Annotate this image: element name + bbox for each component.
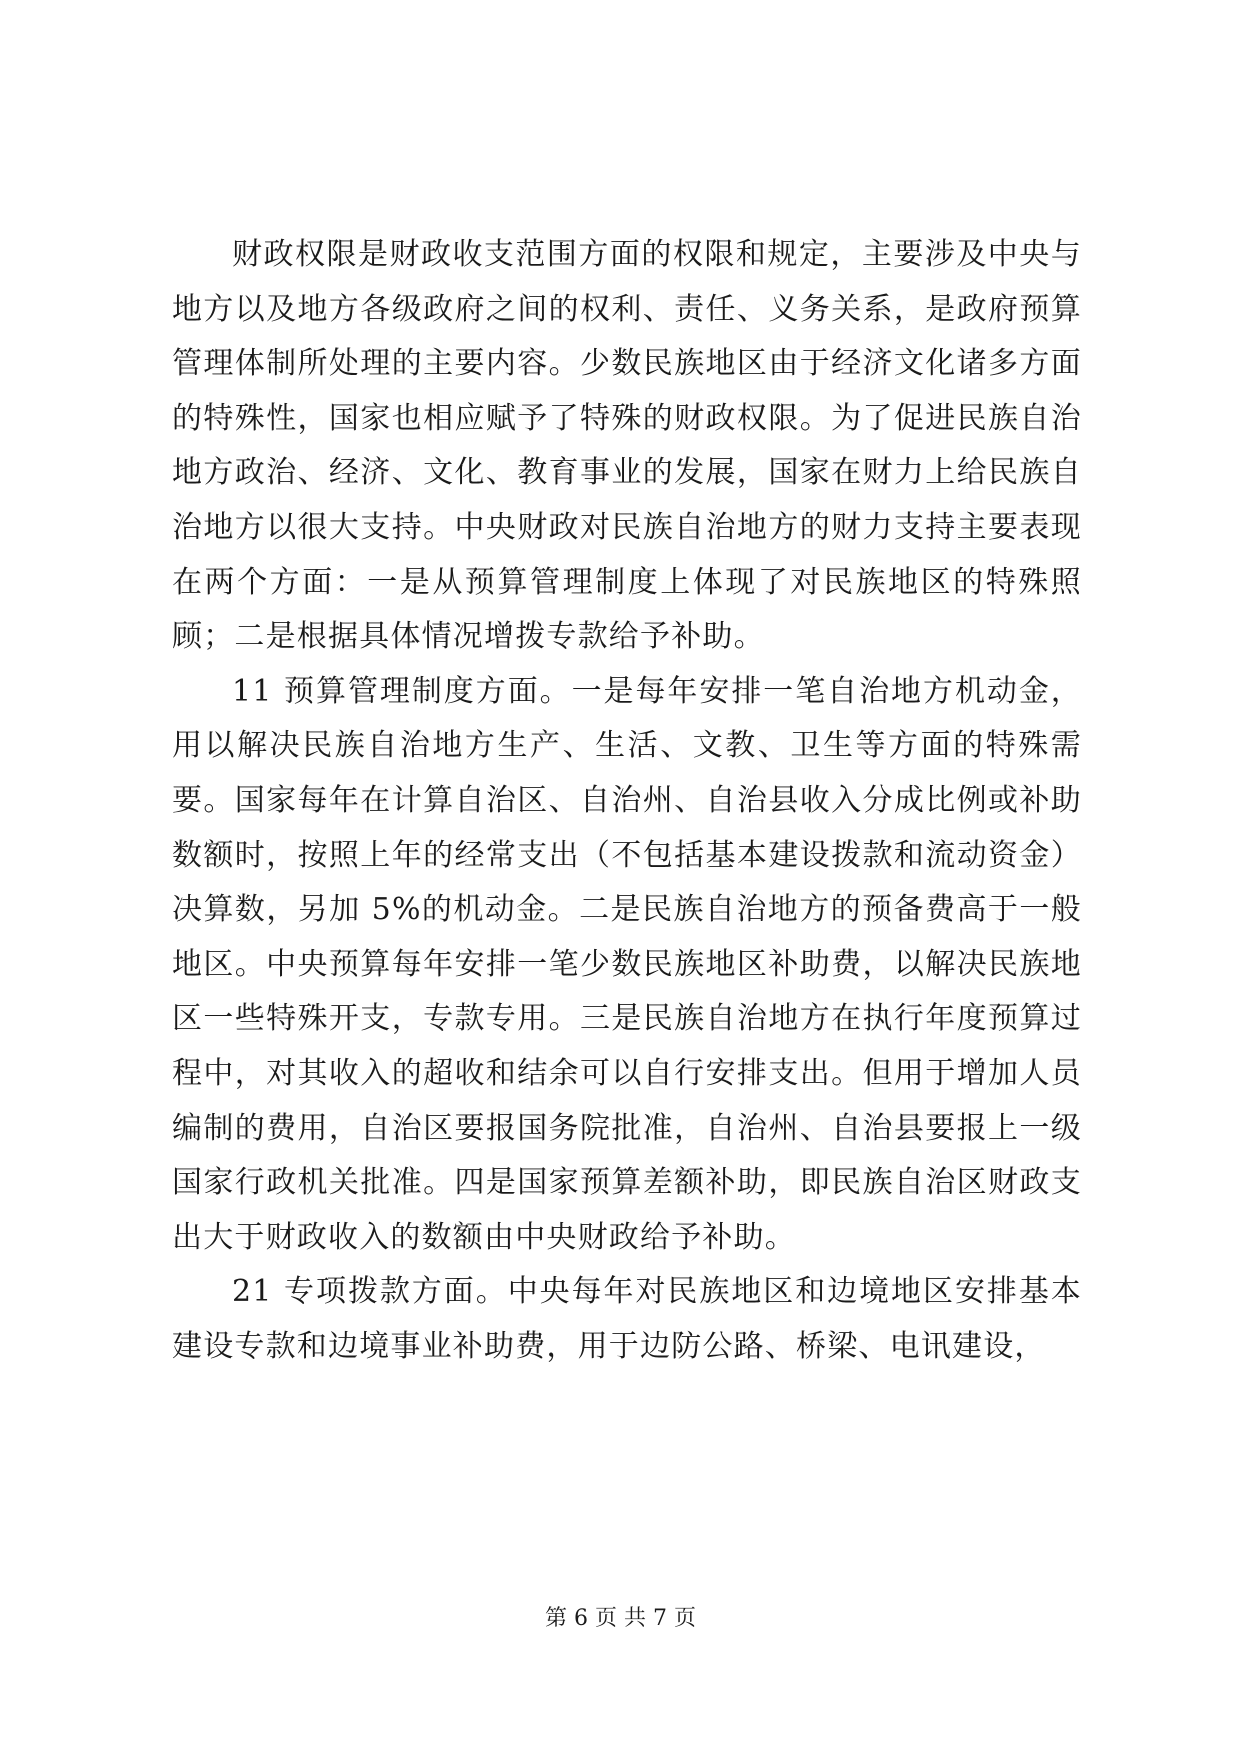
- paragraph-special-allocation: 21 专项拨款方面。中央每年对民族地区和边境地区安排基本建设专款和边境事业补助费，用于边防公路、桥梁、电讯建设，: [172, 1274, 1082, 1364]
- page-number-footer: 第 6 页 共 7 页: [545, 1606, 696, 1631]
- paragraph-fiscal-authority: 财政权限是财政收支范围方面的权限和规定，主要涉及中央与地方以及地方各级政府之间的权利、责任、义务关系，是政府预算管理体制所处理的主要内容。少数民族地区由于经济文化诸多方面的特殊性，国家也相应赋予了特殊的财政权限。为了促进民族自治地方政治、经济、文化、教育事业的发展，国家在财力上给民族自治地方以很大支持。中央财政对民族自治地方的财力支持主要表现在两个方面：一是从预算管理制度上体现了对民族地区的特殊照顾；二是根据具体情况增拨专款给予补助。: [172, 237, 1082, 655]
- body-text: [172, 228, 1082, 1374]
- paragraph-budget-system: 11 预算管理制度方面。一是每年安排一笔自治地方机动金，用以解决民族自治地方生产、生活、文教、卫生等方面的特殊需要。国家每年在计算自治区、自治州、自治县收入分成比例或补助数额时，按照上年的经常支出（不包括基本建设拨款和流动资金）决算数，另加 5%的机动金。二是民族自治地方的预备费高于一般地区。中央预算每年安排一笔少数民族地区补助费，以解决民族地区一些特殊开支，专款专用。三是民族自治地方在执行年度预算过程中，对其收入的超收和结余可以自行安排支出。但用于增加人员编制的费用，自治区要报国务院批准，自治州、自治县要报上一级国家行政机关批准。四是国家预算差额补助，即民族自治区财政支出大于财政收入的数额由中央财政给予补助。: [172, 673, 1082, 1255]
